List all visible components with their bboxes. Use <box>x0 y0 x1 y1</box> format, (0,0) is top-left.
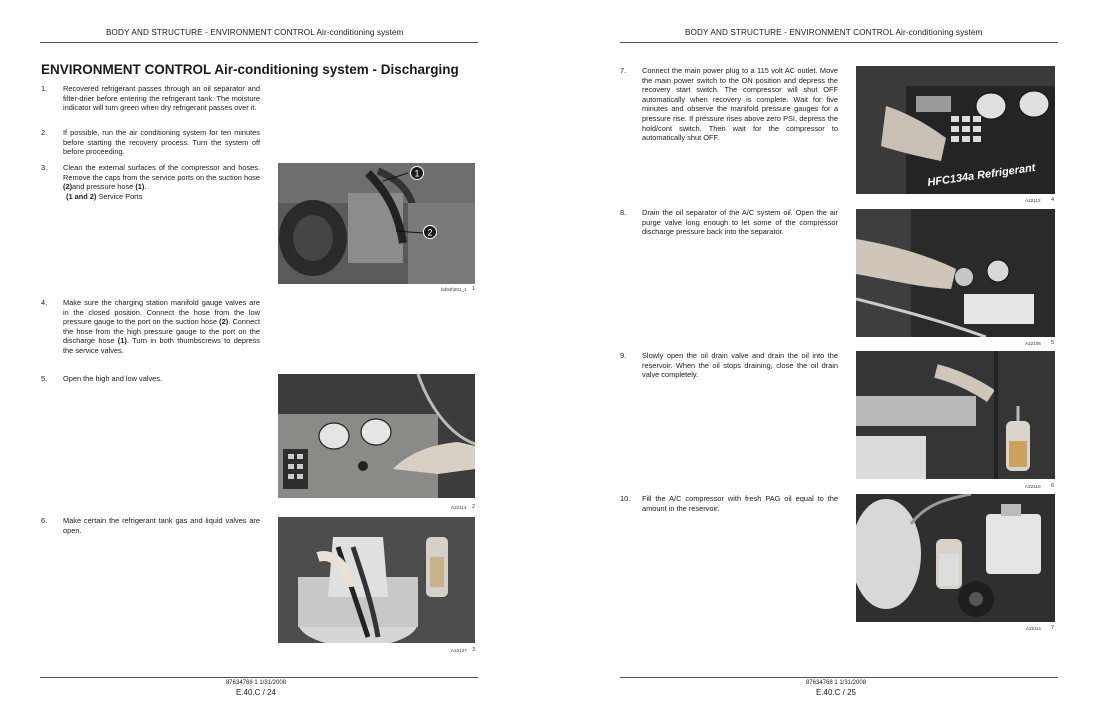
figure-ref: A22110 <box>1025 484 1041 489</box>
step-text-part: . <box>144 182 147 192</box>
step-text: Slowly open the oil drain valve and drain the oil into the reservoir. When the oil stops draining, close the oil drain valve completely. <box>642 351 838 380</box>
figure-number: 5 <box>1051 340 1055 346</box>
right-page <box>548 0 1097 714</box>
figure-ref: bd04h201_1 <box>441 287 467 292</box>
step-text: Drain the oil separator of the A/C system oil. Open the air purge valve long enough to let some of the compressor discharge pressure back into the separator. <box>642 208 838 237</box>
header-rule <box>40 42 478 43</box>
step-text: Open the high and low valves. <box>63 374 163 383</box>
step-text <box>63 163 260 201</box>
step-number: 3. <box>41 163 48 172</box>
figure-4-photo <box>856 66 1055 194</box>
figure-ref: A22114 <box>451 505 467 510</box>
running-header: BODY AND STRUCTURE - ENVIRONMENT CONTROL Air-conditioning system <box>685 28 983 37</box>
step-number: 8. <box>620 208 627 217</box>
step-text <box>63 298 260 356</box>
footer-rule <box>620 677 1058 678</box>
figure-number: 4 <box>1051 197 1055 203</box>
callout-1-label: 1 <box>414 168 420 179</box>
caption-text: Service Ports <box>96 191 143 201</box>
footer-page-number: E.40.C / 25 <box>815 688 857 697</box>
oil-separator-photo <box>856 209 1055 337</box>
step-number: 5. <box>41 374 48 383</box>
figure-3-photo <box>278 517 475 643</box>
figure-number: 1 <box>472 286 476 292</box>
step-text: Fill the A/C compressor with fresh PAG oil equal to the amount in the reservoir. <box>642 494 838 513</box>
oil-drain-photo <box>856 351 1055 479</box>
figure-number: 3 <box>472 647 476 653</box>
step-number: 1. <box>41 84 48 93</box>
step-text: Connect the main power plug to a 115 volt AC outlet. Move the main power switch to the ON position and depress the recovery start switch. The compressor will shut OFF automatically when recovery is complete. Wait for five minutes and observe the manifold pressure gauges for a pressure rise. If pressure rises above zero PSI, depress the hold/cont switch. Then wait for the compressor to automatically shut OFF. <box>642 66 838 143</box>
step-number: 10. <box>620 494 631 503</box>
figure-number: 7 <box>1051 625 1055 631</box>
figure-6-photo <box>856 351 1055 479</box>
charging-station-photo <box>278 374 475 498</box>
step-number: 6. <box>41 516 48 525</box>
figure-ref: A22111 <box>1026 626 1042 631</box>
figure-number: 2 <box>472 504 476 510</box>
figure-ref: A22112 <box>1025 198 1041 203</box>
callout-ref: (1) <box>117 336 127 346</box>
step-text-part: Make sure the charging station manifold gauge valves are in the closed position. Connect the hose from the low pressure gauge to the port on the suction hose <box>63 298 260 327</box>
step-text-part: . Turn in both thumbscrews to depress the service valves. <box>63 336 260 355</box>
footer-page-number: E.40.C / 24 <box>235 688 277 697</box>
callout-ref: (2) <box>63 182 73 192</box>
step-number: 9. <box>620 351 627 360</box>
figure-caption <box>63 192 142 201</box>
compressor-photo <box>278 163 475 284</box>
step-text-part: . Connect the hose from the high pressure gauge to the port on the discharge hose <box>63 317 260 346</box>
step-number: 7. <box>620 66 627 75</box>
figure-1-photo <box>278 163 475 284</box>
callout-ref: (1) <box>135 182 145 192</box>
figure-ref: A22106 <box>1025 341 1041 346</box>
step-text-part: and pressure hose <box>72 182 136 192</box>
figure-5-photo <box>856 209 1055 337</box>
step-number: 2. <box>41 128 48 137</box>
callout-2-label: 2 <box>427 227 433 238</box>
callout-ref: (2) <box>219 317 229 327</box>
figure-ref: A22127 <box>451 648 467 653</box>
step-number: 4. <box>41 298 48 307</box>
caption-ref: (1 and 2) <box>66 191 97 201</box>
figure-2-photo <box>278 374 475 498</box>
recovery-unit-photo <box>856 66 1055 194</box>
left-page <box>0 0 548 714</box>
photo-label: HFC134a Refrigerant <box>926 161 1037 189</box>
running-header: BODY AND STRUCTURE - ENVIRONMENT CONTROL Air-conditioning system <box>106 28 404 37</box>
step-text: If possible, run the air conditioning system for ten minutes before starting the recovery process. Turn the system off before proceeding. <box>63 128 260 157</box>
footer-doc-id: 87634768 1 1/31/2008 <box>805 680 867 686</box>
figure-number: 6 <box>1051 483 1055 489</box>
header-rule <box>620 42 1058 43</box>
pag-oil-photo <box>856 494 1055 622</box>
refrigerant-tank-photo <box>278 517 475 643</box>
footer-doc-id: 87634768 1 1/31/2008 <box>225 680 287 686</box>
step-text: Make certain the refrigerant tank gas and liquid valves are open. <box>63 516 260 535</box>
page-title: ENVIRONMENT CONTROL Air-conditioning system - Discharging <box>41 62 459 77</box>
step-text: Recovered refrigerant passes through an oil separator and filter-drier before entering the refrigerant tank. The moisture indicator will turn green when dry refrigerant passes over it. <box>63 84 260 113</box>
footer-rule <box>40 677 478 678</box>
step-text-part: Clean the external surfaces of the compressor and hoses. Remove the caps from the service ports on the suction hose <box>63 163 260 182</box>
figure-7-photo <box>856 494 1055 622</box>
